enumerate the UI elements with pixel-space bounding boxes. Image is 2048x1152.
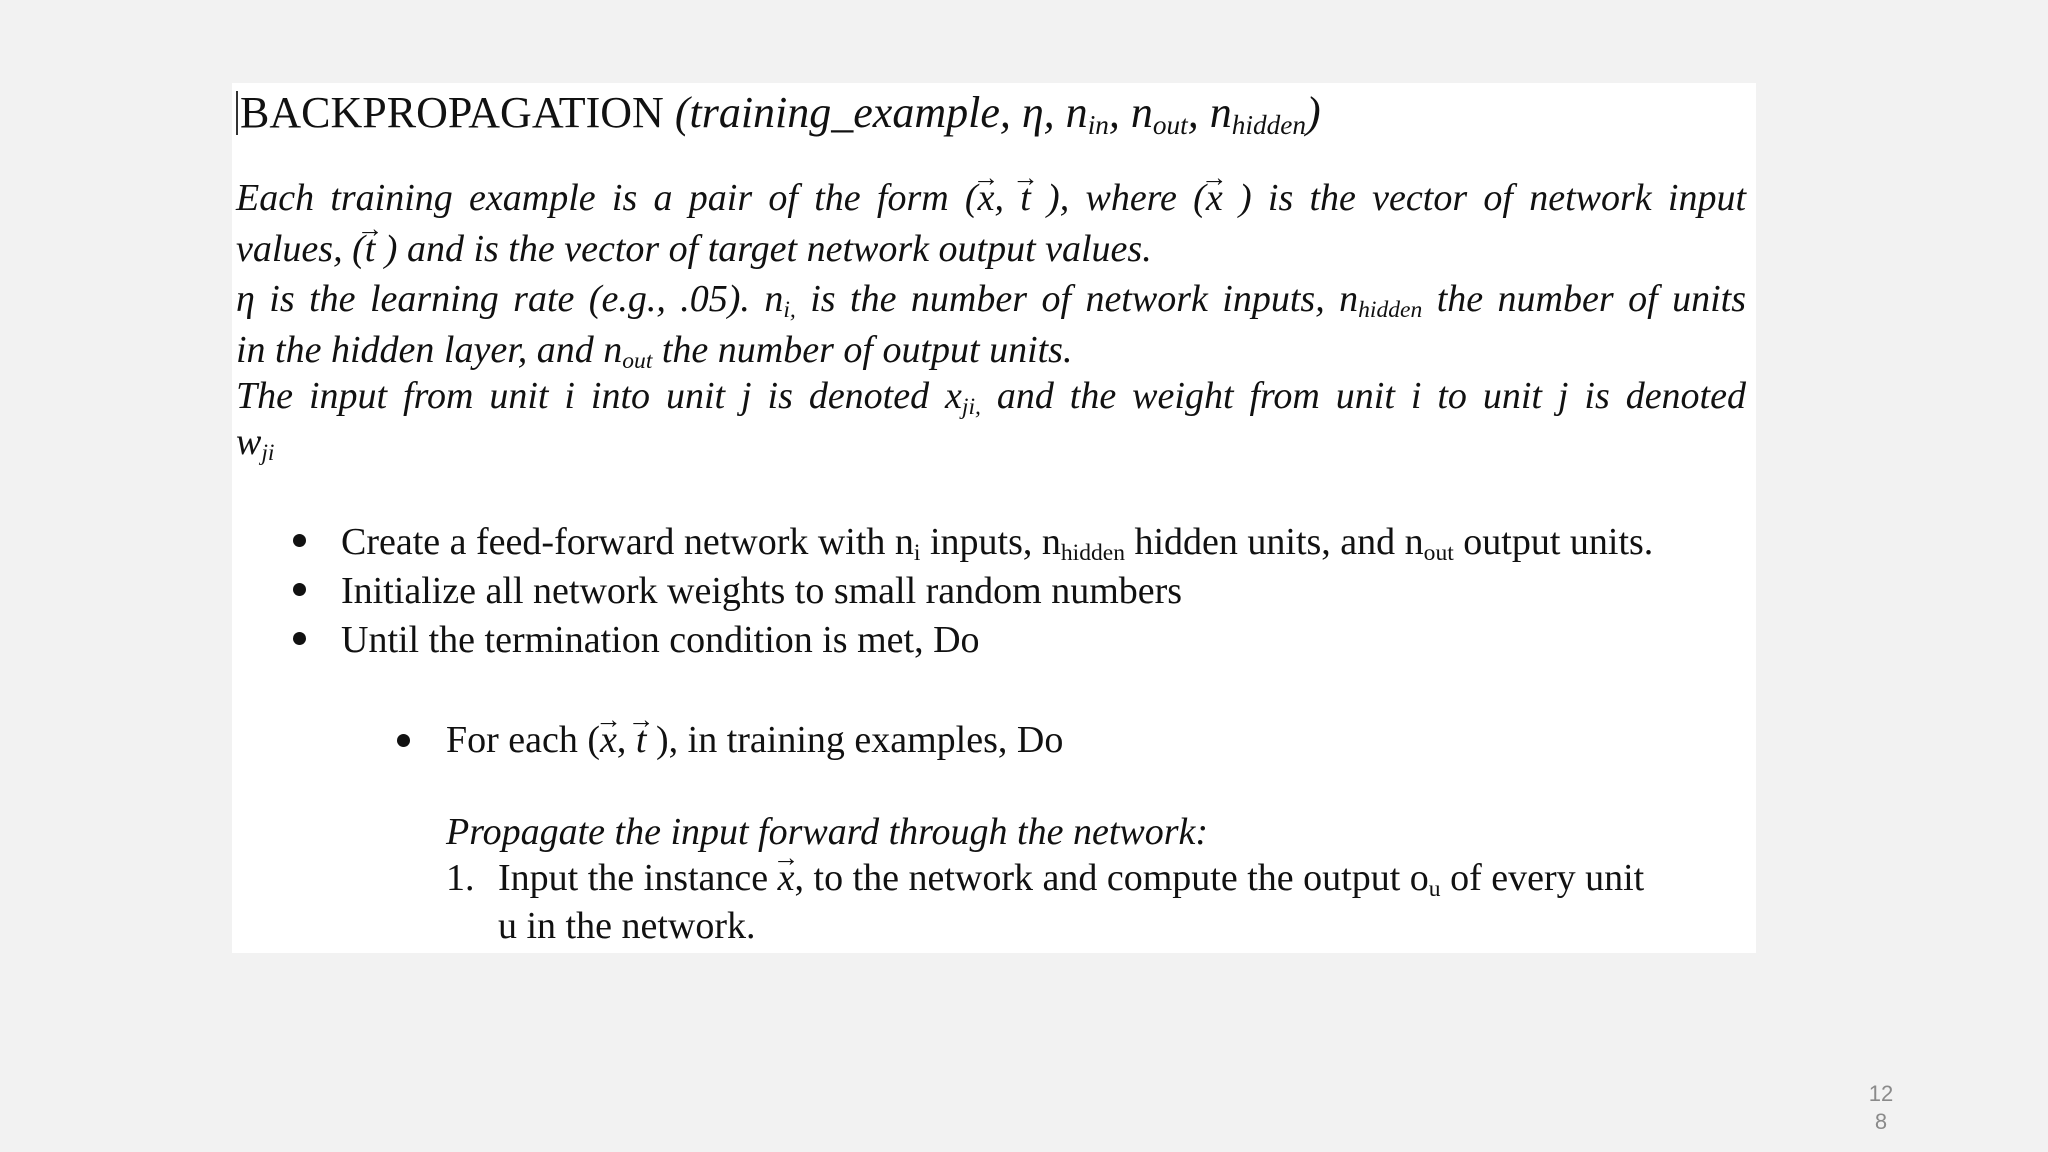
bullet-dot <box>293 583 306 596</box>
bullet-dot <box>397 734 410 747</box>
intro-line-4: in the hidden layer, and $n_{out}$ the number of output units. <box>236 329 1073 374</box>
title-name: BACKPROPAGATION <box>240 88 664 137</box>
vector-x: → x <box>1206 179 1223 217</box>
vector-t: → t <box>365 230 376 268</box>
vector-x: → x <box>600 721 617 759</box>
intro-line-6: $w_{ji}$ <box>236 421 275 466</box>
slide-image <box>232 83 1756 953</box>
slide-number: 128 <box>1868 1081 1894 1134</box>
step-1-line-2: u in the network. <box>498 905 756 947</box>
intro-line-3: η is the learning rate (e.g., .05). $n_{i,}$ is the number of network inputs, $n_{hidden}$ the number of units <box>236 278 1746 323</box>
step-1-number: 1. <box>446 857 475 899</box>
bullet-item-create-network: Create a feed-forward network with $n_i$ inputs, $n_{hidden}$ hidden units, and $n_{out}$ output units. <box>341 521 1654 566</box>
algorithm-title: BACKPROPAGATION (training_example, η, $n_{in}$, $n_{out}$, $n_{hidden}$) <box>236 91 1321 135</box>
vector-t: → t <box>1020 179 1031 217</box>
vector-t: → t <box>636 721 647 759</box>
vector-x: → x <box>978 179 995 217</box>
bullet-item-for-each-example: For each (→ x, → t ), in training examples, Do <box>446 721 1063 759</box>
bullet-item-until-termination: Until the termination condition is met, Do <box>341 619 980 661</box>
bullet-dot <box>293 632 306 645</box>
bullet-item-initialize-weights: Initialize all network weights to small random numbers <box>341 570 1183 612</box>
step-1-line-1: Input the instance → x, to the network and compute the output $o_u$ of every unit <box>498 859 1644 897</box>
propagate-heading: Propagate the input forward through the network: <box>446 811 1209 853</box>
intro-line-2: values, (→ t ) and is the vector of target network output values. <box>236 230 1152 268</box>
intro-line-5: The input from unit i into unit j is denoted $x_{ji,}$ and the weight from unit i to unit j is denoted <box>236 375 1746 420</box>
intro-line-1: Each training example is a pair of the form (→ x, → t ), where (→ x ) is the vector of network input <box>236 179 1746 217</box>
vector-x: → x <box>778 859 795 897</box>
bullet-dot <box>293 534 306 547</box>
